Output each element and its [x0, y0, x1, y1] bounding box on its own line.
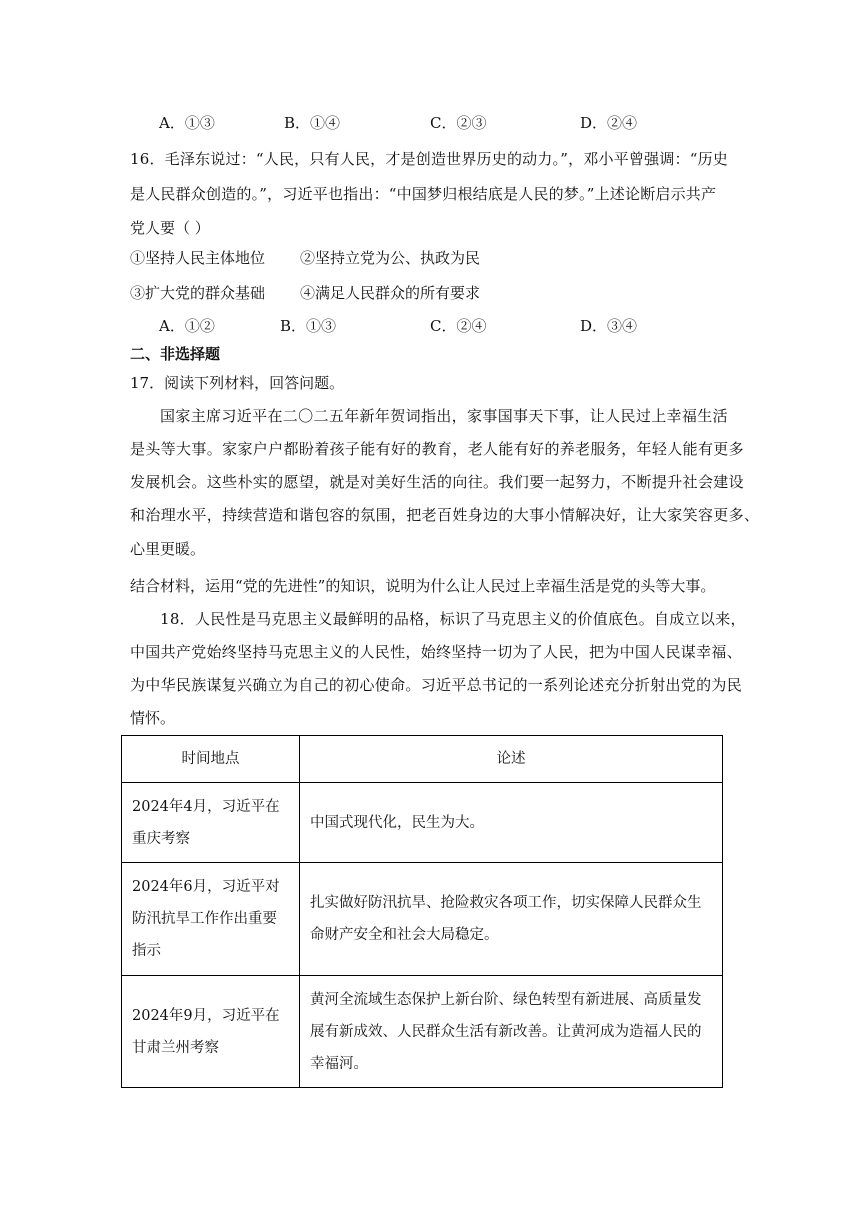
cell-line: 甘肃兰州考察	[132, 1039, 219, 1056]
table-row	[122, 783, 723, 863]
cell-discourse	[300, 976, 723, 1088]
cell-discourse	[300, 863, 723, 976]
section-heading: 二、非选择题	[130, 345, 221, 363]
q16-stem-line: 16．毛泽东说过：“人民，只有人民，才是创造世界历史的动力。”，邓小平曾强调：“历史	[130, 150, 728, 168]
q17-question: 结合材料，运用“党的先进性”的知识，说明为什么让人民过上幸福生活是党的头等大事。	[130, 577, 716, 595]
q17-material-line: 是头等大事。家家户户都盼着孩子能有好的教育，老人能有好的养老服务，年轻人能有更多	[130, 440, 745, 458]
q15-option-a: A．①③	[159, 114, 215, 132]
q17-material-line: 国家主席习近平在二〇二五年新年贺词指出，家事国事天下事，让人民过上幸福生活	[160, 407, 728, 425]
q17-material-line: 心里更暖。	[130, 540, 206, 558]
q18-stem-line: 为中华民族谋复兴确立为自己的初心使命。习近平总书记的一系列论述充分折射出党的为民	[130, 676, 743, 694]
cell-line: 命财产安全和社会大局稳定。	[310, 927, 499, 943]
q16-option-c: C．②④	[430, 317, 487, 335]
cell-line: 2024年4月，习近平在	[132, 798, 280, 815]
table-row	[122, 976, 723, 1088]
q16-option-a: A．①②	[159, 317, 215, 335]
q16-statement-3: ③扩大党的群众基础	[130, 284, 266, 302]
q16-statement-4: ④满足人民群众的所有要求	[300, 284, 481, 302]
cell-line: 指示	[132, 943, 161, 959]
cell-line: 扎实做好防汛抗旱、抢险救灾各项工作，切实保障人民群众生	[310, 895, 702, 911]
q15-option-d: D．②④	[580, 114, 638, 132]
cell-line: 黄河全流域生态保护上新台阶、绿色转型有新进展、高质量发	[310, 991, 702, 1008]
table-row	[122, 863, 723, 976]
cell-line: 中国式现代化，民生为大。	[310, 814, 484, 831]
q18-stem-line: 中国共产党始终坚持马克思主义的人民性，始终坚持一切为了人民，把为中国人民谋幸福、	[130, 643, 743, 661]
cell-line: 重庆考察	[132, 830, 190, 847]
q16-option-b: B．①③	[280, 317, 337, 335]
q16-statement-1: ①坚持人民主体地位	[130, 249, 266, 267]
q15-option-b: B．①④	[284, 114, 341, 132]
q16-stem-line: 是人民群众创造的。”，习近平也指出：“中国梦归根结底是人民的梦。”上述论断启示共产	[130, 185, 717, 203]
table-header-row	[122, 736, 723, 783]
discourse-table	[121, 735, 723, 1088]
cell-line: 防汛抗旱工作作出重要	[132, 911, 277, 927]
q16-statement-2: ②坚持立党为公、执政为民	[300, 249, 481, 267]
q17-stem: 17．阅读下列材料，回答问题。	[130, 374, 345, 392]
cell-line: 幸福河。	[310, 1055, 368, 1072]
q16-stem-line: 党人要（ ）	[130, 219, 210, 237]
q17-material-line: 和治理水平，持续营造和谐包容的氛围，把老百姓身边的大事小情解决好，让大家笑容更多、	[130, 506, 760, 524]
cell-line: 展有新成效、人民群众生活有新改善。让黄河成为造福人民的	[310, 1023, 702, 1040]
header-discourse: 论述	[300, 736, 723, 783]
cell-discourse	[300, 783, 723, 863]
q16-option-d: D．③④	[580, 317, 638, 335]
q18-stem-line: 情怀。	[130, 709, 176, 727]
cell-time-place	[122, 783, 300, 863]
q18-stem-line: 18．人民性是马克思主义最鲜明的品格，标识了马克思主义的价值底色。自成立以来，	[160, 610, 746, 628]
cell-time-place	[122, 976, 300, 1088]
header-time-place: 时间地点	[122, 736, 300, 783]
q17-material-line: 发展机会。这些朴实的愿望，就是对美好生活的向往。我们要一起努力，不断提升社会建设	[130, 473, 745, 491]
q15-option-c: C．②③	[430, 114, 487, 132]
cell-line: 2024年9月，习近平在	[132, 1007, 280, 1024]
cell-line: 2024年6月，习近平对	[132, 879, 280, 895]
cell-time-place	[122, 863, 300, 976]
